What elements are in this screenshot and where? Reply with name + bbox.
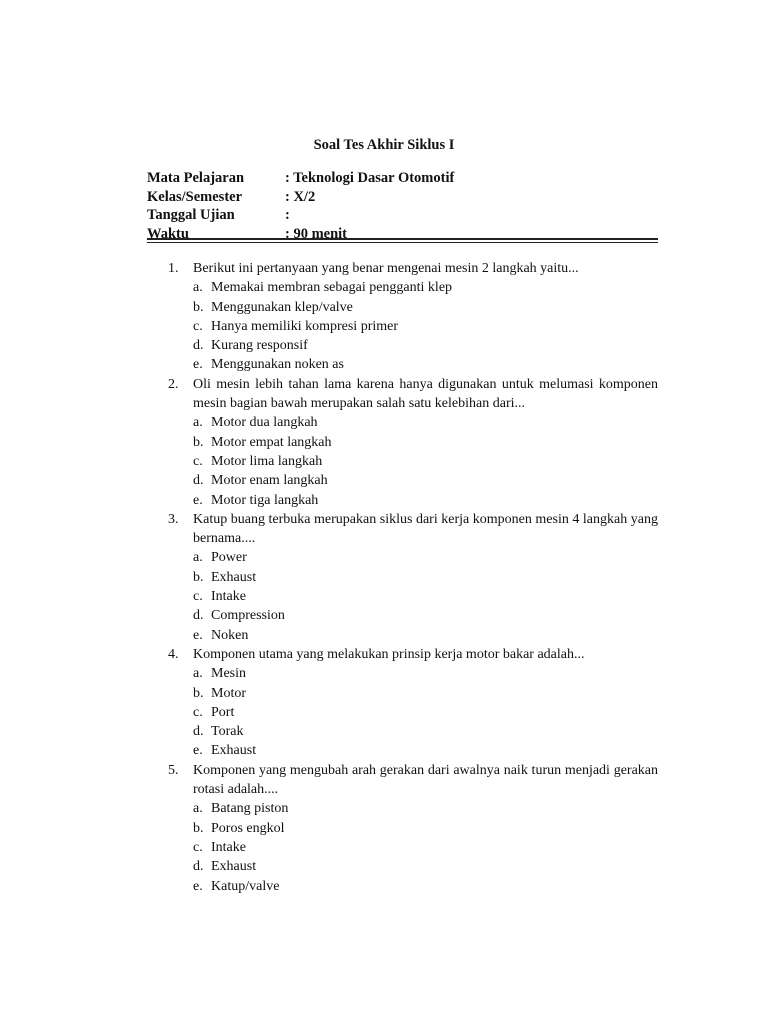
option-letter: d.	[193, 608, 204, 624]
option-text: Motor lima langkah	[211, 453, 323, 469]
exam-info	[147, 169, 454, 243]
option-list	[193, 413, 658, 509]
option-text: Motor dua langkah	[211, 415, 318, 431]
option-list	[193, 799, 658, 895]
option-text: Noken	[211, 627, 249, 643]
option-text: Compression	[211, 608, 285, 624]
option-letter: e.	[193, 627, 203, 643]
question-list	[168, 259, 658, 896]
exam-info-value: : X/2	[285, 188, 316, 205]
question-text: Komponen utama yang melakukan prinsip kerja motor bakar adalah...	[193, 646, 585, 662]
option-letter: c.	[193, 839, 203, 855]
option-text: Port	[211, 704, 235, 720]
exam-info-value: : Teknologi Dasar Otomotif	[285, 170, 455, 186]
option-item	[193, 298, 658, 317]
exam-info-label: Kelas/Semester	[147, 188, 243, 205]
option-item	[193, 336, 658, 355]
option-item	[193, 606, 658, 625]
option-text: Motor empat langkah	[211, 434, 332, 450]
option-item	[193, 684, 658, 703]
exam-info-row-subject	[147, 169, 454, 188]
option-text: Motor enam langkah	[211, 473, 328, 489]
option-letter: e.	[193, 743, 203, 759]
option-letter: d.	[193, 724, 204, 740]
option-text: Menggunakan noken as	[211, 357, 344, 373]
option-letter: b.	[193, 820, 204, 836]
option-item	[193, 703, 658, 722]
option-text: Mesin	[211, 666, 246, 682]
question-number: 4.	[168, 646, 179, 662]
option-letter: e.	[193, 357, 203, 373]
option-item	[193, 433, 658, 452]
option-item	[193, 722, 658, 741]
option-item	[193, 819, 658, 838]
option-letter: b.	[193, 434, 204, 450]
exam-info-row-time	[147, 225, 454, 244]
question-text: Komponen yang mengubah arah gerakan dari awalnya naik turun menjadi gerakan rotasi adalah....	[193, 762, 658, 798]
option-text: Poros engkol	[211, 820, 285, 836]
option-item	[193, 664, 658, 683]
option-text: Exhaust	[211, 743, 257, 759]
option-item	[193, 278, 658, 297]
option-text: Batang piston	[211, 801, 289, 817]
header-divider-thin	[147, 242, 658, 243]
option-letter: d.	[193, 473, 204, 489]
option-item	[193, 317, 658, 336]
option-letter: c.	[193, 453, 203, 469]
question-text: Berikut ini pertanyaan yang benar mengenai mesin 2 langkah yaitu...	[193, 261, 579, 276]
option-item	[193, 838, 658, 857]
option-list	[193, 664, 658, 760]
option-item	[193, 548, 658, 567]
option-letter: d.	[193, 859, 204, 875]
option-text: Motor	[211, 685, 246, 701]
option-letter: a.	[193, 550, 203, 566]
exam-info-label: Tanggal Ujian	[147, 207, 235, 223]
option-letter: a.	[193, 415, 203, 431]
option-item	[193, 568, 658, 587]
option-letter: c.	[193, 589, 203, 605]
option-item	[193, 799, 658, 818]
question-number: 2.	[168, 376, 179, 392]
question-3	[168, 510, 658, 645]
exam-info-value: :	[285, 207, 290, 223]
option-text: Exhaust	[211, 859, 257, 875]
option-item	[193, 491, 658, 510]
option-text: Torak	[211, 724, 244, 740]
option-item	[193, 413, 658, 432]
option-letter: a.	[193, 280, 203, 296]
option-text: Menggunakan klep/valve	[211, 299, 353, 315]
question-number: 5.	[168, 762, 179, 778]
option-letter: e.	[193, 878, 203, 894]
option-letter: b.	[193, 569, 204, 585]
question-number: 1.	[168, 261, 179, 276]
option-item	[193, 355, 658, 374]
option-item	[193, 587, 658, 606]
option-letter: c.	[193, 704, 203, 720]
option-letter: e.	[193, 492, 203, 508]
option-letter: d.	[193, 338, 204, 354]
option-item	[193, 877, 658, 896]
question-5	[168, 761, 658, 896]
question-1	[168, 259, 658, 375]
exam-info-label: Waktu	[147, 225, 189, 242]
exam-info-value: : 90 menit	[285, 225, 348, 242]
exam-info-row-class	[147, 188, 454, 207]
question-text: Oli mesin lebih tahan lama karena hanya digunakan untuk melumasi komponen mesin bagian bawah merupakan salah satu kelebihan dari...	[193, 376, 658, 412]
option-item	[193, 471, 658, 490]
header-divider-thick	[147, 238, 658, 240]
option-letter: b.	[193, 685, 204, 701]
option-list	[193, 278, 658, 374]
option-text: Exhaust	[211, 569, 257, 585]
option-text: Katup/valve	[211, 878, 280, 894]
option-text: Motor tiga langkah	[211, 492, 319, 508]
option-text: Hanya memiliki kompresi primer	[211, 318, 399, 334]
option-list	[193, 548, 658, 644]
exam-info-row-date	[147, 206, 454, 225]
question-number: 3.	[168, 511, 179, 527]
option-item	[193, 741, 658, 760]
option-letter: c.	[193, 318, 203, 334]
option-item	[193, 857, 658, 876]
option-text: Power	[211, 550, 247, 566]
option-text: Intake	[211, 839, 246, 855]
option-letter: a.	[193, 801, 203, 817]
question-text: Katup buang terbuka merupakan siklus dari kerja komponen mesin 4 langkah yang bernama....	[193, 511, 658, 547]
question-4	[168, 645, 658, 761]
question-2	[168, 375, 658, 510]
option-letter: b.	[193, 299, 204, 315]
option-item	[193, 626, 658, 645]
option-item	[193, 452, 658, 471]
option-text: Memakai membran sebagai pengganti klep	[211, 280, 453, 296]
option-text: Kurang responsif	[211, 338, 308, 354]
exam-info-label: Mata Pelajaran	[147, 170, 245, 186]
document-title: Soal Tes Akhir Siklus I	[313, 137, 455, 153]
option-letter: a.	[193, 666, 203, 682]
option-text: Intake	[211, 589, 246, 605]
